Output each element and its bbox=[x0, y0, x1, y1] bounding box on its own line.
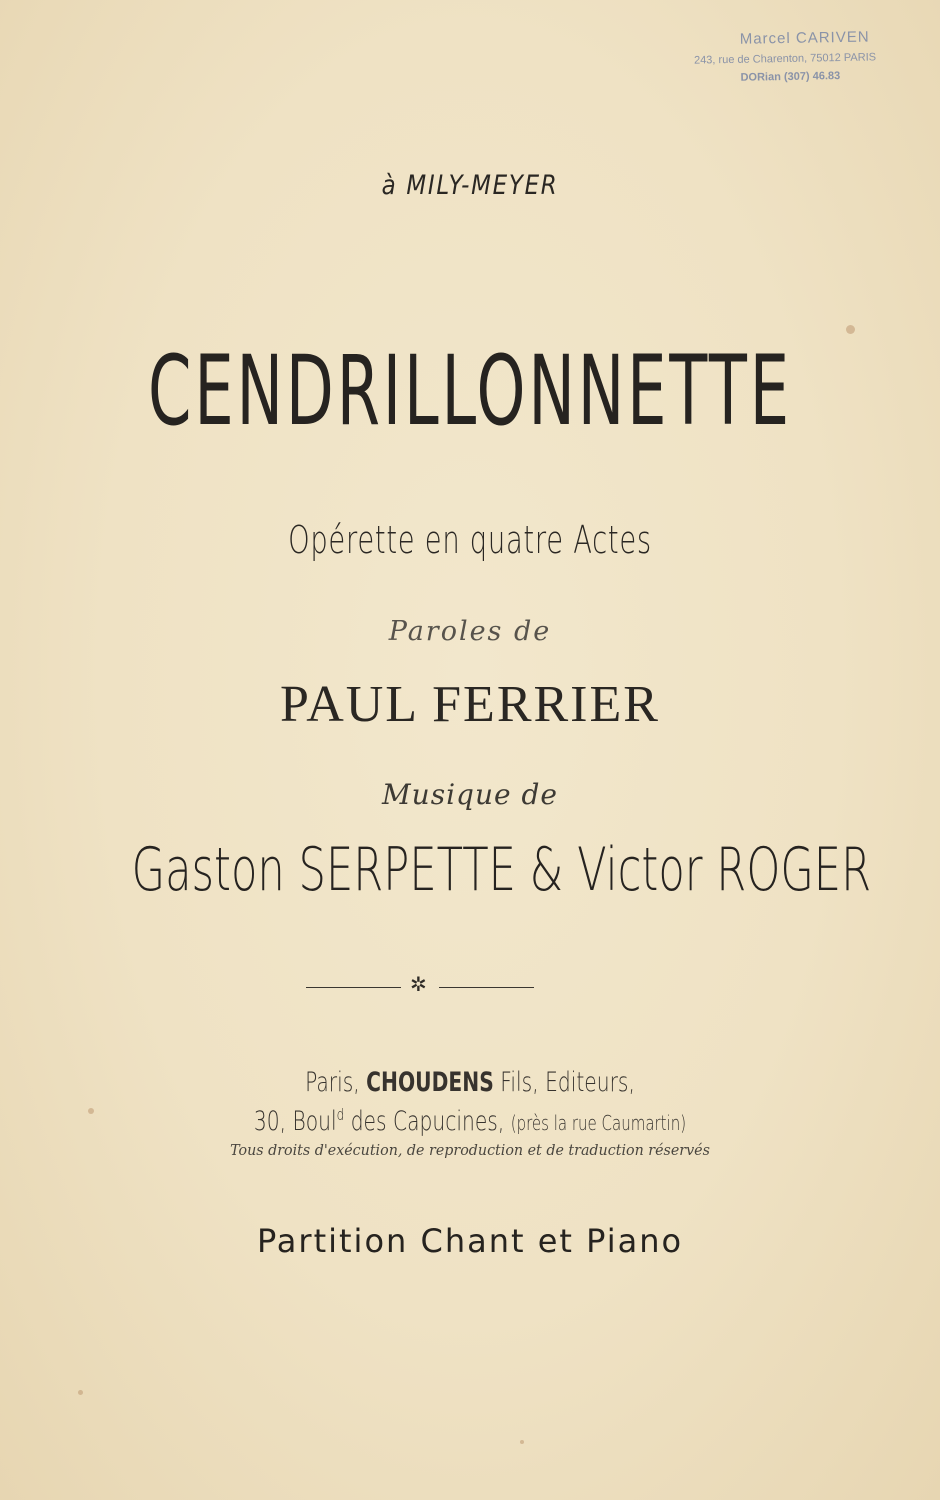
paper-spot bbox=[520, 1440, 524, 1444]
publisher-address bbox=[118, 1105, 823, 1137]
work-subtitle: Opérette en quatre Actes bbox=[288, 518, 652, 562]
divider-line-left bbox=[306, 987, 401, 988]
stamp-phone: DORian (307) 46.83 bbox=[740, 70, 841, 84]
ownership-stamp bbox=[660, 28, 911, 85]
paper-spot bbox=[846, 325, 855, 334]
address-note: (près la rue Caumartin) bbox=[510, 1111, 687, 1135]
publisher-line bbox=[118, 1067, 823, 1098]
stamp-name: Marcel CARIVEN bbox=[739, 28, 870, 48]
edition-type: Partition Chant et Piano bbox=[256, 1222, 684, 1260]
stamp-address: 243, rue de Charenton, 75012 PARIS bbox=[693, 51, 877, 67]
paper-spot bbox=[88, 1108, 94, 1114]
address-abbrev-sup: d bbox=[336, 1105, 345, 1124]
publisher-role: Fils, Editeurs, bbox=[493, 1067, 635, 1098]
lyricist-name: PAUL FERRIER bbox=[280, 676, 660, 733]
music-credit-label: Musique de bbox=[382, 778, 558, 811]
composer-names: Gaston SERPETTE & Victor ROGER bbox=[131, 835, 872, 905]
paper-spot bbox=[78, 1390, 83, 1395]
divider-line-right bbox=[439, 987, 534, 988]
address-street-number: 30, Boul bbox=[253, 1106, 337, 1137]
address-street: des Capucines, bbox=[344, 1106, 511, 1137]
publisher-city: Paris, bbox=[305, 1067, 367, 1098]
asterism-icon: ✲ bbox=[410, 972, 427, 996]
divider-ornament bbox=[306, 972, 534, 998]
lyrics-credit-label: Paroles de bbox=[388, 616, 552, 647]
dedication: à MILY-MEYER bbox=[381, 170, 559, 201]
rights-notice: Tous droits d'exécution, de reproduction et de traduction réservés bbox=[230, 1141, 710, 1159]
publisher-name: CHOUDENS bbox=[366, 1067, 494, 1098]
work-title: CENDRILLONNETTE bbox=[148, 335, 792, 447]
